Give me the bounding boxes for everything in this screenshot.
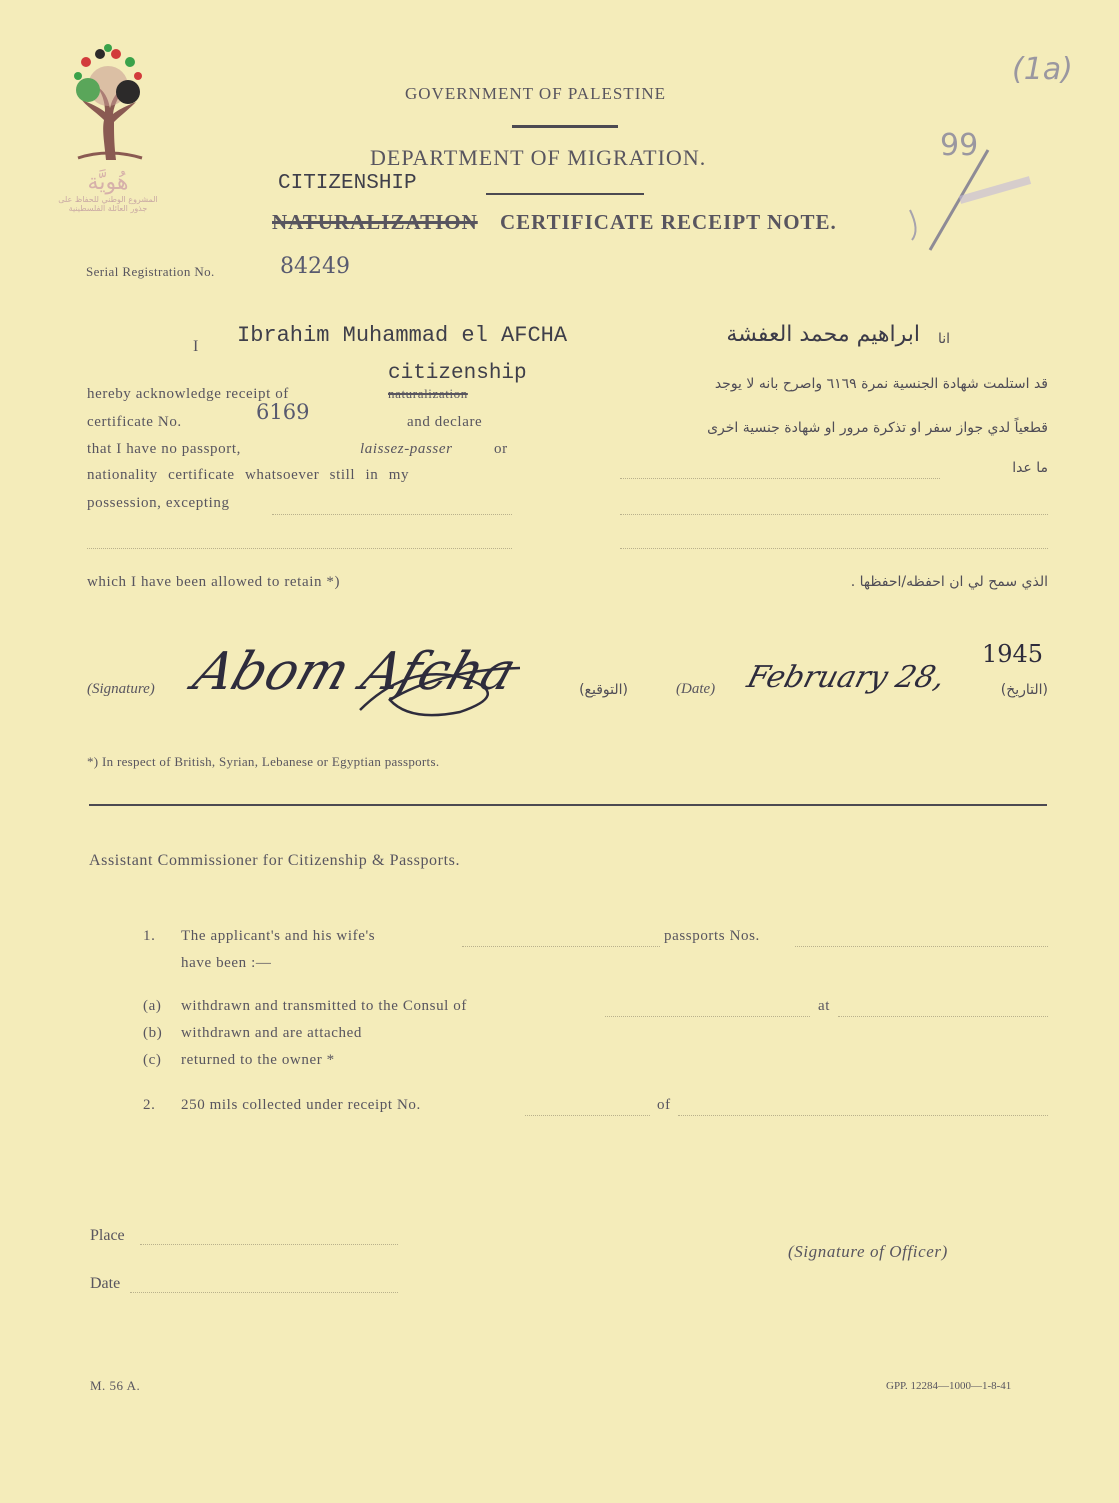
section-divider bbox=[89, 804, 1047, 806]
date-blank bbox=[130, 1292, 398, 1293]
struck-word-naturalization: naturalization bbox=[388, 386, 468, 401]
date-label-official: Date bbox=[90, 1275, 121, 1292]
arabic-blank-3 bbox=[620, 548, 1048, 549]
item-2-text: 250 mils collected under receipt No. bbox=[181, 1097, 421, 1113]
signature-label: (Signature) bbox=[87, 681, 155, 697]
at-blank bbox=[838, 1016, 1048, 1017]
arabic-declaration-line-3: ما عدا bbox=[1012, 460, 1048, 476]
certificate-label: certificate No. bbox=[87, 414, 182, 430]
option-b-label: (b) bbox=[143, 1025, 163, 1041]
option-b-text: withdrawn and are attached bbox=[181, 1025, 362, 1041]
option-c-label: (c) bbox=[143, 1052, 162, 1068]
logo-tagline-2: جذور العائلة الفلسطينية bbox=[68, 204, 148, 213]
logo-tagline-1: المشروع الوطني للحفاظ على bbox=[58, 195, 158, 204]
signature-label-arabic: (التوقيع) bbox=[579, 682, 628, 698]
item-1-number: 1. bbox=[143, 928, 156, 944]
logo-name: هُويَّة bbox=[87, 170, 129, 195]
signature-flourish bbox=[350, 640, 530, 725]
official-heading: Assistant Commissioner for Citizenship & Passports. bbox=[89, 852, 461, 869]
arabic-blank-2 bbox=[620, 514, 1048, 515]
pencil-stroke-mark bbox=[890, 140, 1040, 260]
declaration-line-1: hereby acknowledge receipt of bbox=[87, 386, 289, 402]
retain-line: which I have been allowed to retain *) bbox=[87, 574, 341, 590]
date-label-arabic: (التاريخ) bbox=[1000, 682, 1048, 698]
print-code: GPP. 12284—1000—1-8-41 bbox=[886, 1380, 1012, 1392]
certificate-number: 6169 bbox=[256, 400, 310, 424]
receipt-no-blank bbox=[525, 1115, 650, 1116]
arabic-prefix: انا bbox=[937, 331, 950, 347]
date-year: 1945 bbox=[982, 640, 1044, 668]
option-c-text: returned to the owner * bbox=[181, 1052, 335, 1068]
form-number: M. 56 A. bbox=[90, 1378, 141, 1393]
item-2-number: 2. bbox=[143, 1097, 156, 1113]
arabic-blank-1 bbox=[620, 478, 940, 479]
option-a-at: at bbox=[818, 998, 831, 1014]
applicant-name-arabic: ابراهيم محمد العفشة bbox=[726, 322, 920, 347]
option-a-label: (a) bbox=[143, 998, 162, 1014]
government-heading: GOVERNMENT OF PALESTINE bbox=[405, 84, 667, 103]
excepting-blank-2 bbox=[87, 548, 512, 549]
laissez-passer: laissez-passer bbox=[360, 441, 453, 457]
arabic-retain-line: الذي سمح لي ان احفظه/احفظها . bbox=[850, 574, 1048, 590]
item-1-text: The applicant's and his wife's bbox=[181, 928, 376, 944]
arabic-declaration-line-2: قطعياً لدي جواز سفر او تذكرة مرور او شهادة جنسية اخرى bbox=[707, 420, 1048, 436]
title-struck-word: NATURALIZATION bbox=[272, 210, 478, 234]
wife-passport-blank bbox=[462, 946, 660, 947]
place-blank bbox=[140, 1244, 398, 1245]
officer-signature-label: (Signature of Officer) bbox=[788, 1242, 948, 1261]
declaration-line-3a: that I have no passport, bbox=[87, 441, 241, 457]
declaration-and-declare: and declare bbox=[407, 414, 483, 430]
hawiya-logo bbox=[58, 40, 158, 230]
item-1-have-been: have been :— bbox=[181, 955, 272, 971]
item-2-of: of bbox=[657, 1097, 671, 1113]
option-a-text: withdrawn and transmitted to the Consul of bbox=[181, 998, 467, 1014]
footnote: *) In respect of British, Syrian, Lebanese or Egyptian passports. bbox=[87, 754, 440, 769]
pencil-corner-mark: (1a) bbox=[1012, 52, 1073, 87]
passport-nos-blank bbox=[795, 946, 1048, 947]
serial-label: Serial Registration No. bbox=[86, 264, 215, 279]
applicant-name: Ibrahim Muhammad el AFCHA bbox=[237, 323, 568, 348]
department-heading: DEPARTMENT OF MIGRATION. bbox=[370, 145, 707, 170]
declaration-line-3b: or bbox=[494, 441, 508, 457]
inserted-word-citizenship: citizenship bbox=[388, 362, 527, 385]
place-label: Place bbox=[90, 1227, 125, 1244]
date-value: February 28, bbox=[743, 660, 949, 695]
declaration-line-4: nationality certificate whatsoever still in my bbox=[87, 467, 410, 483]
consul-blank bbox=[605, 1016, 810, 1017]
typed-citizenship: CITIZENSHIP bbox=[278, 172, 417, 195]
document-title: CERTIFICATE RECEIPT NOTE. bbox=[500, 210, 837, 234]
header-divider bbox=[512, 125, 618, 128]
item-1-passports: passports Nos. bbox=[664, 928, 760, 944]
citizenship-underline bbox=[486, 193, 644, 195]
family-tree-icon bbox=[58, 40, 158, 165]
serial-number: 84249 bbox=[280, 254, 350, 279]
pencil-margin-number: 99 bbox=[940, 128, 979, 163]
arabic-declaration-line-1: قد استلمت شهادة الجنسية نمرة ٦١٦٩ واصرح بانه لا يوجد bbox=[714, 376, 1048, 392]
pronoun-i: I bbox=[193, 338, 199, 355]
receipt-of-blank bbox=[678, 1115, 1048, 1116]
excepting-blank-1 bbox=[272, 514, 512, 515]
applicant-signature: Abom Afcha bbox=[186, 642, 524, 702]
declaration-line-5: possession, excepting bbox=[87, 495, 230, 511]
date-label: (Date) bbox=[676, 681, 716, 697]
